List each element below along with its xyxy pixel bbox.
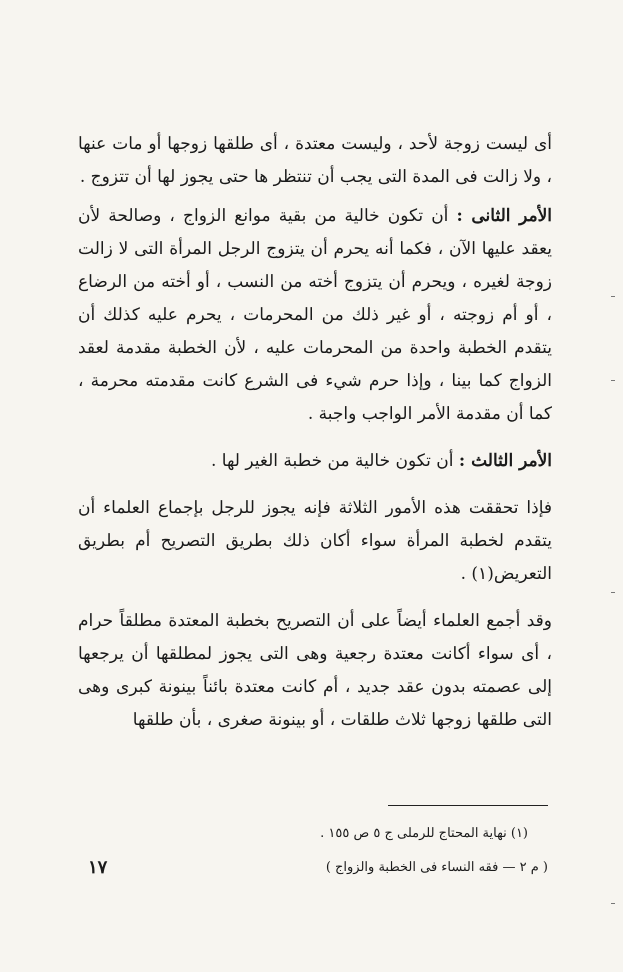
paragraph-text: وقد أجمع العلماء أيضاً على أن التصريح بخطبة المعتدة مطلقاً حرام ، أى سواء أكانت معتدة رجعية وهى التى يجوز لمطلقها أن يرجعها إلى عصمته بدون عقد جديد ، أم كانت معتدة بائناً بينونة كبرى وهى التى طلقها زوجها ثلاث طلقات ، أو بينونة صغرى ، بأن طلقها <box>78 611 552 730</box>
section-label: الأمر الثانى : <box>456 206 552 226</box>
paragraph-3 <box>78 445 552 478</box>
paragraph-text: أن تكون خالية من بقية موانع الزواج ، وصالحة لأن يعقد عليها الآن ، فكما أنه يحرم أن يتزوج الرجل المرأة التى لا زالت زوجة لغيره ، ويحرم أن يتزوج أخته من النسب ، أو أخته من الرضاع ، أو أم زوجته ، أو غير ذلك من المحرمات ، يحرم عليه كذلك أن يتقدم الخطبة واحدة من المحرمات عليه ، لأن الخطبة مقدمة لعقد الزواج كما بينا ، وإذا حرم شيء فى الشرع كانت مقدمته محرمة ، كما أن مقدمة الأمر الواجب واجبة . <box>78 206 552 424</box>
section-label: الأمر الثالث : <box>458 451 552 471</box>
paragraph-4 <box>78 492 552 591</box>
paragraph-1 <box>78 128 552 194</box>
paragraph-5 <box>78 605 552 737</box>
margin-mark <box>611 592 615 593</box>
footnote-divider <box>388 805 548 806</box>
paragraph-text: فإذا تحققت هذه الأمور الثلاثة فإنه يجوز للرجل بإجماع العلماء أن يتقدم لخطبة المرأة سواء أكان ذلك بطريق التصريح أم بطريق التعريض(١) . <box>78 498 552 584</box>
signature-line: ( م ٢ — فقه النساء فى الخطبة والزواج ) <box>325 860 548 875</box>
margin-mark <box>611 296 615 297</box>
footnote: (١) نهاية المحتاج للرملى ج ٥ ص ١٥٥ . <box>320 826 528 841</box>
paragraph-text: أن تكون خالية من خطبة الغير لها . <box>210 451 454 471</box>
paragraph-2 <box>78 200 552 431</box>
page-number: ١٧ <box>88 857 108 878</box>
paragraph-text: أى ليست زوجة لأحد ، وليست معتدة ، أى طلقها زوجها أو مات عنها ، ولا زالت فى المدة التى يجب أن تنتظر ها حتى يجوز لها أن تتزوج . <box>78 134 552 187</box>
margin-mark <box>611 903 615 904</box>
main-text <box>78 128 552 737</box>
margin-mark <box>611 380 615 381</box>
